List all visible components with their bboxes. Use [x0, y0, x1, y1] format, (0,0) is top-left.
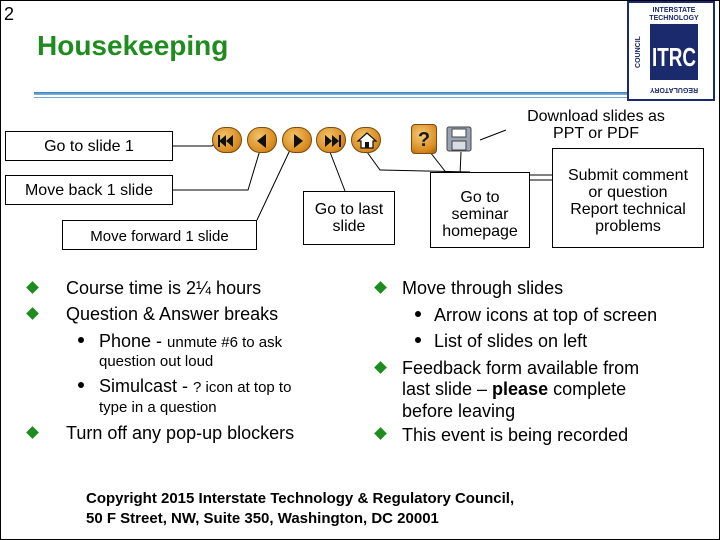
save-icon[interactable] — [445, 125, 473, 153]
callout-line: Go to — [460, 189, 500, 206]
svg-text:COUNCIL: COUNCIL — [635, 36, 642, 68]
callout-line: Submit comment — [567, 167, 689, 184]
callout-line: slide — [332, 218, 366, 235]
callout-line: Report technical — [570, 201, 686, 218]
sub-text: Phone - — [99, 331, 168, 351]
next-slide-icon[interactable] — [282, 127, 312, 153]
list-item: Feedback form available from — [402, 358, 640, 378]
previous-slide-icon[interactable] — [247, 127, 277, 153]
svg-text:INTERSTATE: INTERSTATE — [652, 7, 696, 14]
copyright-line: Copyright 2015 Interstate Technology & Regulatory Council, — [86, 490, 515, 507]
list-item: Course time is 2¼ hours — [66, 278, 262, 298]
list-item: Arrow icons at top of screen — [434, 305, 658, 325]
callout-move-forward: Move forward 1 slide — [62, 220, 257, 250]
list-item: Question & Answer breaks — [66, 304, 279, 324]
help-glyph: ? — [417, 129, 431, 151]
itrc-logo — [624, 0, 718, 102]
callout-line: or question — [588, 184, 668, 201]
callout-seminar-home — [430, 172, 530, 248]
page-title: Housekeeping — [37, 30, 229, 61]
list-item — [402, 379, 626, 399]
list-item: before leaving — [402, 401, 516, 421]
copyright-notice — [86, 489, 514, 529]
title-underline — [34, 92, 628, 95]
list-item: Move through slides — [402, 278, 564, 298]
copyright-line: 50 F Street, NW, Suite 350, Washington, DC 20001 — [86, 510, 439, 527]
svg-text:REGULATORY: REGULATORY — [649, 86, 699, 93]
first-slide-icon[interactable] — [212, 127, 242, 153]
text-run-bold: please — [492, 379, 549, 399]
slide-number: 2 — [4, 4, 15, 24]
sub-text: ? icon at top to — [193, 379, 292, 396]
text-run: last slide – — [402, 379, 493, 399]
callout-line: PPT or PDF — [553, 125, 639, 142]
text-run: complete — [548, 379, 627, 399]
callout-line: problems — [595, 218, 661, 235]
callout-go-to-slide-1: Go to slide 1 — [5, 131, 173, 161]
list-item — [99, 376, 291, 398]
bullet-dot — [78, 337, 84, 343]
sub-text: Simulcast - — [99, 376, 194, 396]
bullet-dot — [78, 382, 84, 388]
home-icon[interactable] — [351, 127, 381, 153]
list-item: type in a question — [99, 399, 217, 416]
last-slide-icon[interactable] — [316, 127, 346, 153]
list-item: question out loud — [99, 353, 214, 370]
callout-download — [506, 105, 686, 147]
list-item — [99, 331, 282, 353]
svg-text:ITRC: ITRC — [652, 42, 697, 72]
callout-move-back: Move back 1 slide — [5, 175, 173, 205]
svg-text:TECHNOLOGY: TECHNOLOGY — [649, 15, 699, 22]
title-underline-thin — [34, 97, 628, 98]
callout-submit-comment — [552, 148, 704, 248]
callout-line: seminar — [451, 206, 509, 223]
callout-line: homepage — [442, 223, 518, 240]
help-icon[interactable] — [411, 124, 437, 154]
list-item: This event is being recorded — [402, 425, 629, 445]
callout-go-to-last — [303, 191, 395, 245]
sub-text: unmute #6 to ask — [167, 334, 283, 351]
bullet-dot — [415, 311, 421, 317]
callout-line: Go to last — [314, 201, 384, 218]
bullet-dot — [415, 337, 421, 343]
list-item: Turn off any pop-up blockers — [66, 423, 295, 443]
callout-line: Download slides as — [527, 108, 665, 125]
list-item: List of slides on left — [434, 331, 588, 351]
